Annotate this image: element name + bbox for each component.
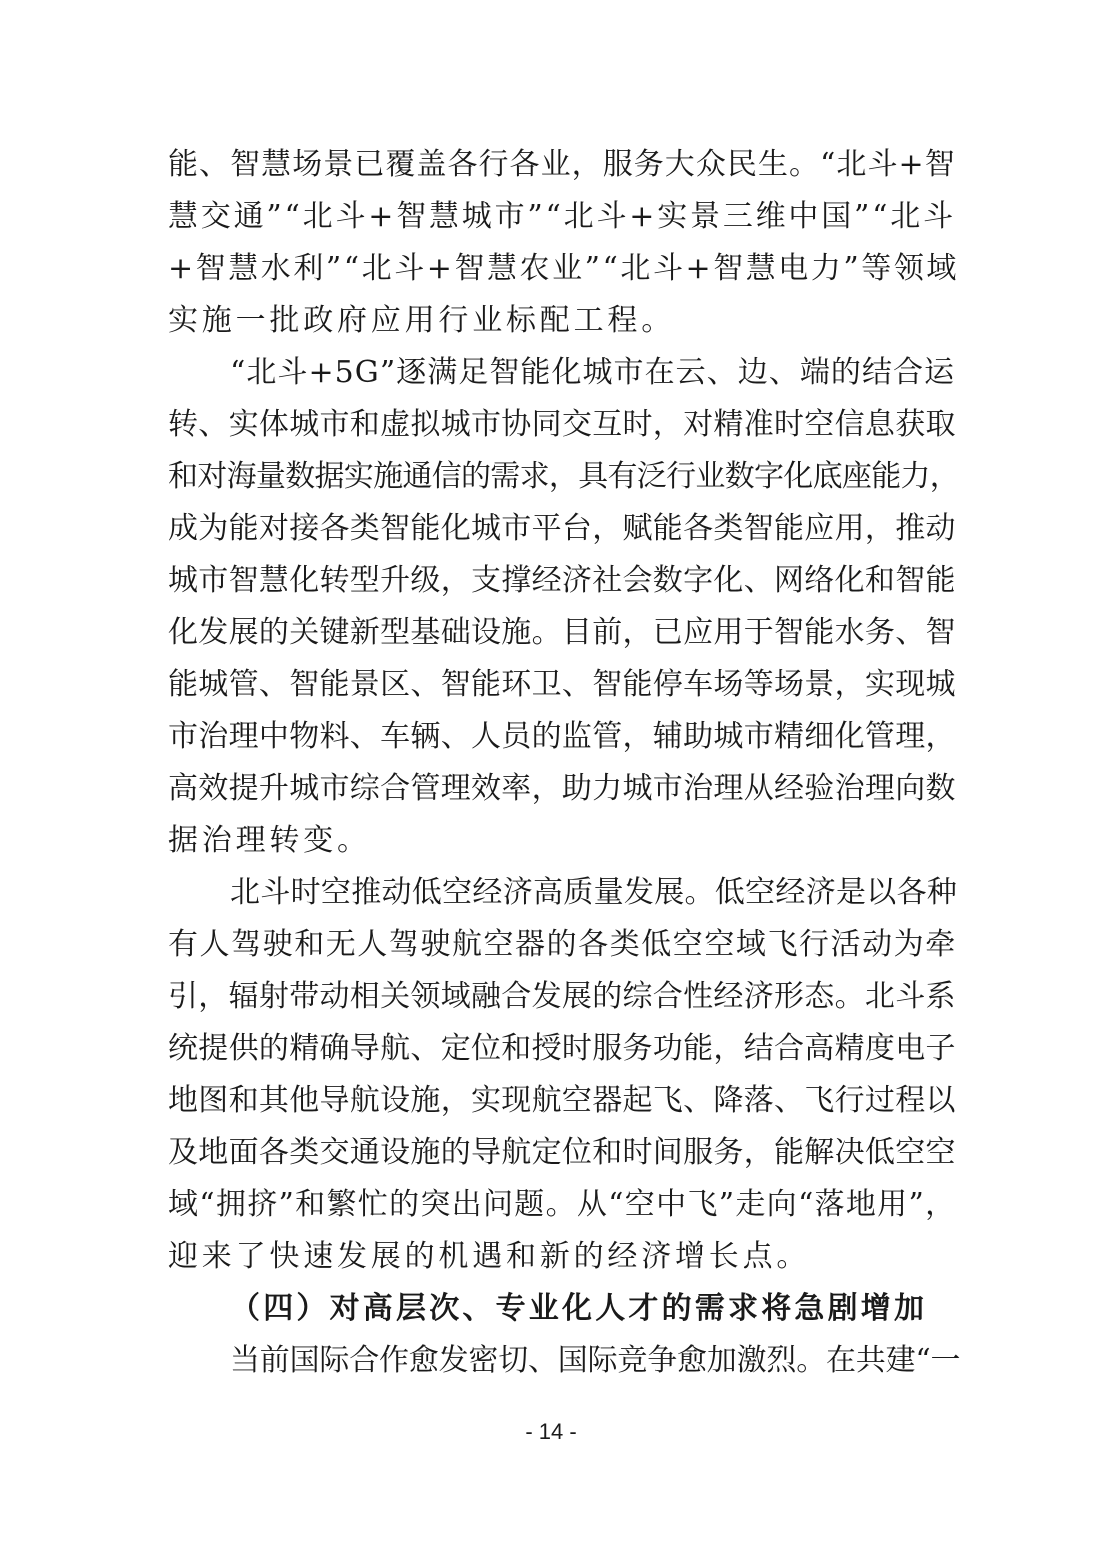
body-text-line: 北斗时空推动低空经济高质量发展。低空经济是以各种 [230, 875, 958, 910]
body-text-line: 据治理转变。 [168, 823, 371, 858]
body-text-line: 和对海量数据实施通信的需求，具有泛行业数字化底座能力， [168, 459, 960, 494]
body-text-line: 转、实体城市和虚拟城市协同交互时，对精准时空信息获取 [168, 407, 956, 442]
body-text-line: 及地面各类交通设施的导航定位和时间服务，能解决低空空 [168, 1135, 956, 1170]
body-text-line: 高效提升城市综合管理效率，助力城市治理从经验治理向数 [168, 771, 956, 806]
body-text-line: 市治理中物料、车辆、人员的监管，辅助城市精细化管理， [168, 719, 956, 754]
body-text-line: 慧交通”“北斗+智慧城市”“北斗+实景三维中国”“北斗 [168, 199, 956, 234]
page-number: - 14 - [525, 1419, 577, 1444]
body-text-line: 成为能对接各类智能化城市平台，赋能各类智能应用，推动 [168, 511, 956, 546]
body-text-line: 域“拥挤”和繁忙的突出问题。从“空中飞”走向“落地用”， [168, 1187, 957, 1222]
body-text-line: 引，辐射带动相关领域融合发展的综合性经济形态。北斗系 [168, 979, 956, 1014]
body-text-line: 能、智慧场景已覆盖各行各业，服务大众民生。“北斗+智 [168, 147, 956, 182]
body-text-line: 当前国际合作愈发密切、国际竞争愈加激烈。在共建“一 [230, 1343, 961, 1378]
body-text-line: 有人驾驶和无人驾驶航空器的各类低空空域飞行活动为牵 [168, 927, 957, 962]
body-text-line: 统提供的精确导航、定位和授时服务功能，结合高精度电子 [168, 1031, 956, 1066]
body-text-line: 实施一批政府应用行业标配工程。 [168, 303, 675, 338]
body-text-line: +智慧水利”“北斗+智慧农业”“北斗+智慧电力”等领域 [168, 251, 959, 286]
body-text-line: 地图和其他导航设施，实现航空器起飞、降落、飞行过程以 [168, 1083, 956, 1118]
body-text-line: “北斗+5G”逐满足智能化城市在云、边、端的结合运 [230, 355, 956, 390]
section-heading: （四）对高层次、专业化人才的需求将急剧增加 [230, 1291, 928, 1326]
body-text-line: 化发展的关键新型基础设施。目前，已应用于智能水务、智 [168, 615, 956, 650]
body-text-line: 能城管、智能景区、智能环卫、智能停车场等场景，实现城 [168, 667, 956, 702]
body-text-line: 迎来了快速发展的机遇和新的经济增长点。 [168, 1239, 811, 1274]
body-text-line: 城市智慧化转型升级，支撑经济社会数字化、网络化和智能 [168, 563, 956, 598]
